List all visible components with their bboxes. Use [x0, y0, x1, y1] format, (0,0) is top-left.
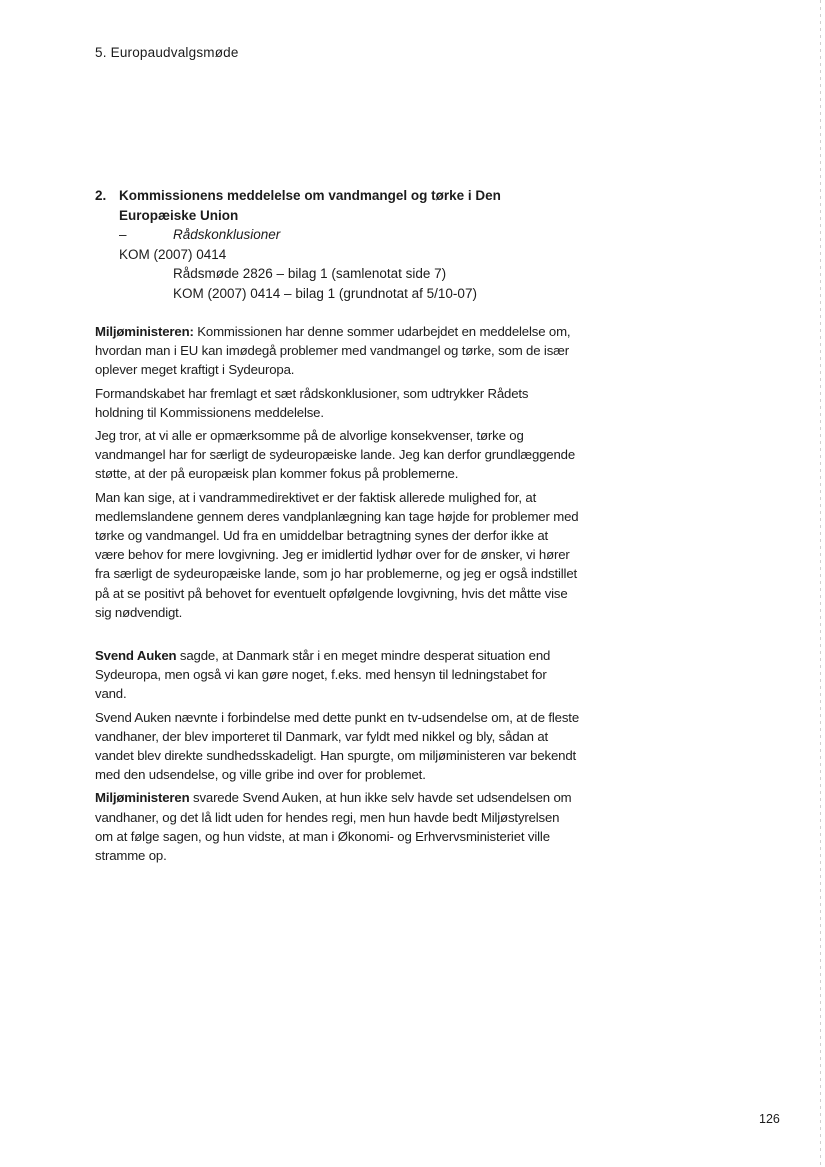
agenda-dash: – — [119, 227, 127, 242]
paragraph-3: Jeg tror, at vi alle er opmærksomme på de alvorlige konsekvenser, tørke og vandmangel har for særligt de sydeuropæiske lande. Jeg kan derfor grundlæggende støtte, at der på europæisk plan kommer fokus på problemerne. — [95, 428, 576, 482]
speaker-label: Miljøministeren — [95, 790, 190, 806]
paragraph-1 — [95, 322, 580, 380]
page-number: 126 — [759, 1112, 780, 1126]
paragraph-5 — [95, 646, 580, 704]
agenda-item — [95, 186, 575, 303]
paragraph-text: Kommissionen har denne sommer udarbejdet en meddelelse om, hvordan man i EU kan imødegå problemer med vandmangel og tørke, som de især oplever meget kraftigt i Sydeuropa. — [95, 324, 571, 378]
paragraph-4: Man kan sige, at i vandrammedirektivet er der faktisk allerede mulighed for, at medlemslandene gennem deres vandplanlægning kan tage højde for problemer med tørke og vandmangel. Ud fra en umiddelbar betragtning synes der derfor ikke at være behov for mere lovgivning. Jeg er imidlertid lydhør over for de ønsker, vi hører fra særligt de sydeuropæiske lande, som jo har problemerne, og jeg er også indstillet på at se positivt på behovet for eventuelt opfølgende lovgivning, hvis det måtte vise sig nødvendigt. — [95, 489, 579, 620]
agenda-title-line-2: Europæiske Union — [119, 207, 239, 223]
agenda-title-line-1: Kommissionens meddelelse om vandmangel og tørke i Den — [119, 188, 501, 203]
agenda-subtitle-row — [119, 225, 575, 245]
paragraph-text: svarede Svend Auken, at hun ikke selv havde set udsendelsen om vandhaner, og det lå lidt uden for hendes regi, men hun havde bedt Miljøstyrelsen om at følge sagen, og hun vidste, at man i Økonomi- og Erhvervsministeriet ville stramme op. — [95, 790, 572, 864]
running-header: 5. Europaudvalgsmøde — [95, 45, 239, 60]
speaker-label: Miljøministeren: — [95, 324, 194, 339]
paragraph-6: Svend Auken nævnte i forbindelse med dette punkt en tv-udsendelse om, at de fleste vandhaner, der blev importeret til Danmark, var fyldt med nikkel og bly, sådan at vandet blev direkte sundhedsskadeligt. Han spurgte, om miljøministeren var bekendt med den udsendelse, og ville gribe ind over for problemet. — [95, 709, 580, 783]
agenda-document-2: KOM (2007) 0414 – bilag 1 (grundnotat af 5/10-07) — [173, 285, 477, 301]
minutes-body — [95, 322, 580, 869]
paragraph-7 — [95, 788, 580, 865]
agenda-subtitle: Rådskonklusioner — [173, 227, 281, 242]
scan-page-edge — [820, 0, 821, 1167]
speaker-label: Svend Auken — [95, 648, 177, 664]
agenda-reference: KOM (2007) 0414 — [119, 246, 227, 262]
agenda-document-1: Rådsmøde 2826 – bilag 1 (samlenotat side 7) — [173, 266, 447, 281]
agenda-number: 2. — [95, 188, 107, 203]
paragraph-2: Formandskabet har fremlagt et sæt rådskonklusioner, som udtrykker Rådets holdning til Kommissionens meddelelse. — [95, 385, 529, 420]
paragraph-text: sagde, at Danmark står i en meget mindre desperat situation end Sydeuropa, men også vi kan gøre noget, f.eks. med hensyn til ledningstabet for vand. — [95, 648, 551, 702]
